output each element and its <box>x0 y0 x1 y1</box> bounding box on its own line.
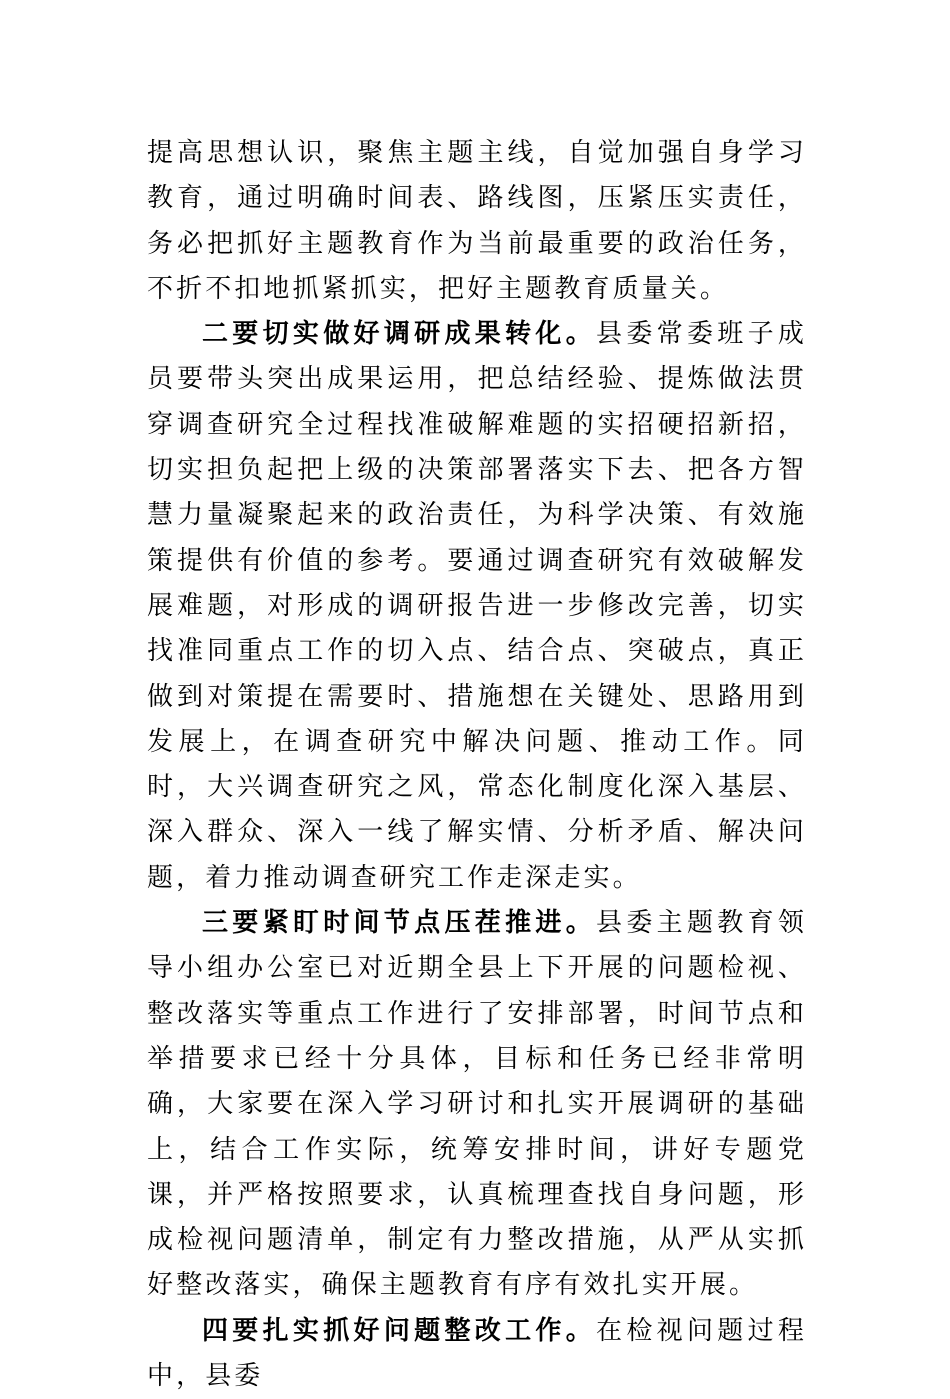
paragraph-heading: 三要紧盯时间节点压茬推进。 <box>202 908 597 939</box>
paragraph-point-three <box>147 901 807 1309</box>
paragraph-heading: 二要切实做好调研成果转化。 <box>202 319 597 350</box>
paragraph-text: 县委主题教育领导小组办公室已对近期全县上下开展的问题检视、整改落实等重点工作进行了安排部署，时间节点和举措要求已经十分具体，目标和任务已经非常明确，大家要在深入学习研讨和扎实开展调研的基础上，结合工作实际，统筹安排时间，讲好专题党课，并严格按照要求，认真梳理查找自身问题，形成检视问题清单，制定有力整改措施，从严从实抓好整改落实，确保主题教育有序有效扎实开展。 <box>147 908 807 1301</box>
paragraph-heading: 四要扎实抓好问题整改工作。 <box>202 1315 597 1346</box>
paragraph-text: 县委常委班子成员要带头突出成果运用，把总结经验、提炼做法贯穿调查研究全过程找准破解难题的实招硬招新招，切实担负起把上级的决策部署落实下去、把各方智慧力量凝聚起来的政治责任，为科学决策、有效施策提供有价值的参考。要通过调查研究有效破解发展难题，对形成的调研报告进一步修改完善，切实找准同重点工作的切入点、结合点、突破点，真正做到对策提在需要时、措施想在关键处、思路用到发展上，在调查研究中解决问题、推动工作。同时，大兴调查研究之风，常态化制度化深入基层、深入群众、深入一线了解实情、分析矛盾、解决问题，着力推动调查研究工作走深走实。 <box>147 319 807 893</box>
paragraph-continued <box>147 131 807 312</box>
paragraph-point-four <box>147 1309 807 1399</box>
paragraph-text: 提高思想认识，聚焦主题主线，自觉加强自身学习教育，通过明确时间表、路线图，压紧压实责任，务必把抓好主题教育作为当前最重要的政治任务，不折不扣地抓紧抓实，把好主题教育质量关。 <box>147 138 807 304</box>
paragraph-text: 在检视问题过程中，县委 <box>147 1315 807 1392</box>
document-body <box>147 131 807 1399</box>
paragraph-point-two <box>147 312 807 901</box>
